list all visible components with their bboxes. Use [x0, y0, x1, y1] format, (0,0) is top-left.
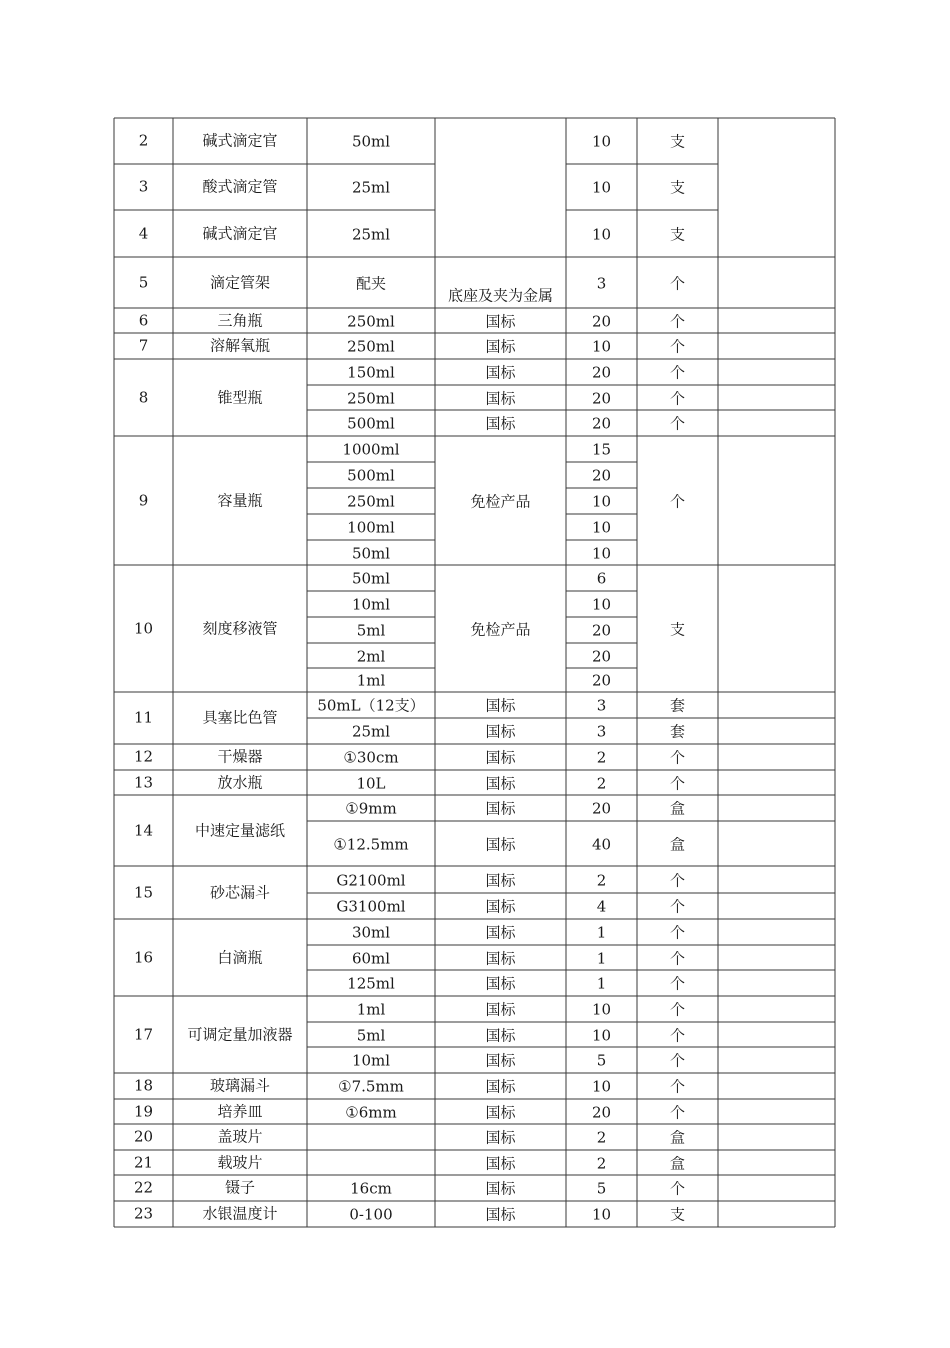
- item-name: 刻度移液管: [202, 619, 278, 637]
- spec-cell: 50ml: [351, 569, 391, 588]
- spec-cell: G2100ml: [336, 871, 406, 889]
- item-name: 酸式滴定管: [202, 177, 278, 196]
- unit-cell: 套: [669, 722, 686, 741]
- unit-cell: 个: [669, 363, 686, 382]
- unit-cell: 盒: [669, 799, 686, 818]
- standard-cell: 国标: [485, 389, 516, 407]
- quantity-cell: 15: [591, 440, 612, 459]
- row-number: 17: [133, 1025, 154, 1043]
- spec-cell: 25ml: [351, 225, 391, 243]
- unit-cell: 支: [669, 620, 686, 638]
- spec-cell: ①6mm: [345, 1103, 397, 1121]
- row-number: 4: [138, 224, 149, 242]
- standard-cell: 国标: [485, 1103, 516, 1121]
- row-number: 16: [133, 948, 154, 966]
- standard-cell: 国标: [485, 1000, 516, 1019]
- standard-cell: 国标: [485, 774, 516, 792]
- unit-cell: 个: [669, 774, 686, 792]
- spec-cell: 25ml: [351, 178, 391, 197]
- unit-cell: 个: [669, 492, 686, 510]
- quantity-cell: 20: [591, 466, 612, 485]
- item-name: 三角瓶: [217, 311, 263, 329]
- row-number: 19: [133, 1102, 154, 1120]
- item-name: 水银温度计: [202, 1204, 278, 1223]
- unit-cell: 盒: [669, 1154, 686, 1172]
- spec-cell: 10ml: [351, 1051, 391, 1070]
- spec-cell: 2ml: [356, 647, 386, 665]
- row-number: 20: [133, 1127, 154, 1146]
- standard-cell: 底座及夹为金属: [447, 286, 554, 305]
- quantity-cell: 3: [596, 696, 607, 715]
- item-name: 容量瓶: [217, 491, 263, 509]
- unit-cell: 个: [669, 748, 686, 767]
- standard-cell: 国标: [485, 799, 516, 818]
- standard-cell: 国标: [485, 1205, 516, 1224]
- quantity-cell: 10: [591, 518, 612, 537]
- standard-cell: 国标: [485, 414, 516, 433]
- unit-cell: 支: [669, 225, 686, 243]
- unit-cell: 个: [669, 414, 686, 433]
- item-name: 载玻片: [217, 1153, 263, 1171]
- item-name: 镊子: [224, 1178, 256, 1197]
- spec-cell: 250ml: [347, 389, 395, 407]
- quantity-cell: 10: [591, 595, 612, 614]
- spec-cell: 5ml: [356, 1026, 386, 1044]
- unit-cell: 个: [669, 389, 686, 407]
- unit-cell: 个: [669, 1026, 686, 1044]
- quantity-cell: 1: [596, 974, 607, 993]
- standard-cell: 国标: [485, 1077, 516, 1096]
- standard-cell: 国标: [485, 897, 516, 916]
- unit-cell: 个: [669, 897, 686, 916]
- quantity-cell: 10: [591, 1205, 612, 1224]
- spec-cell: 1ml: [356, 671, 386, 690]
- row-number: 10: [133, 619, 154, 637]
- quantity-cell: 10: [591, 544, 612, 562]
- quantity-cell: 2: [596, 774, 607, 792]
- quantity-cell: 10: [591, 337, 612, 356]
- quantity-cell: 20: [591, 363, 612, 382]
- row-number: 7: [138, 336, 149, 355]
- spec-cell: 250ml: [347, 492, 395, 511]
- spec-cell: 250ml: [347, 337, 395, 356]
- row-number: 6: [138, 311, 149, 329]
- spec-cell: 50ml: [351, 544, 391, 562]
- row-number: 11: [133, 708, 154, 727]
- standard-cell: 国标: [485, 312, 516, 330]
- spec-cell: 50ml: [351, 132, 391, 151]
- item-name: 具塞比色管: [202, 708, 278, 727]
- unit-cell: 支: [669, 178, 686, 197]
- spec-cell: 100ml: [347, 518, 395, 537]
- quantity-cell: 4: [596, 897, 607, 916]
- quantity-cell: 5: [596, 1051, 607, 1070]
- standard-cell: 国标: [485, 696, 516, 715]
- item-name: 锥型瓶: [217, 388, 263, 406]
- standard-cell: 免检产品: [470, 492, 531, 510]
- quantity-cell: 20: [591, 647, 612, 665]
- row-number: 9: [138, 491, 149, 509]
- spec-cell: G3100ml: [336, 897, 406, 916]
- item-name: 放水瓶: [217, 773, 263, 791]
- unit-cell: 个: [669, 974, 686, 993]
- spec-cell: 1000ml: [342, 440, 400, 459]
- standard-cell: 国标: [485, 1026, 516, 1044]
- unit-cell: 个: [669, 949, 686, 967]
- item-name: 白滴瓶: [217, 948, 263, 966]
- unit-cell: 个: [669, 923, 686, 942]
- unit-cell: 个: [669, 1077, 686, 1096]
- spec-cell: 25ml: [351, 722, 391, 741]
- quantity-cell: 2: [596, 1154, 607, 1172]
- spec-cell: ①9mm: [345, 799, 397, 818]
- spec-cell: 125ml: [347, 974, 395, 993]
- spec-cell: 1ml: [356, 1000, 386, 1019]
- item-name: 砂芯漏斗: [209, 883, 271, 901]
- spec-cell: 16cm: [350, 1179, 392, 1198]
- row-number: 13: [133, 773, 154, 791]
- spec-cell: ①7.5mm: [338, 1077, 404, 1096]
- item-name: 培养皿: [217, 1102, 263, 1120]
- unit-cell: 个: [669, 274, 686, 292]
- spec-cell: 10L: [356, 774, 386, 792]
- item-name: 溶解氧瓶: [209, 336, 271, 355]
- row-number: 22: [133, 1178, 154, 1197]
- quantity-cell: 6: [596, 569, 607, 588]
- spec-cell: 150ml: [347, 363, 395, 382]
- quantity-cell: 2: [596, 871, 607, 889]
- unit-cell: 个: [669, 1051, 686, 1070]
- unit-cell: 个: [669, 1103, 686, 1121]
- item-name: 可调定量加液器: [187, 1025, 293, 1043]
- row-number: 12: [133, 747, 154, 766]
- row-number: 18: [133, 1076, 154, 1095]
- item-name: 中速定量滤纸: [194, 821, 286, 839]
- unit-cell: 盒: [669, 835, 686, 853]
- row-number: 2: [138, 131, 149, 150]
- spec-cell: 配夹: [355, 274, 387, 292]
- spec-cell: ①12.5mm: [333, 835, 409, 853]
- quantity-cell: 2: [596, 1128, 607, 1147]
- quantity-cell: 10: [591, 1026, 612, 1044]
- spec-cell: 10ml: [351, 595, 391, 614]
- quantity-cell: 20: [591, 621, 612, 640]
- quantity-cell: 10: [591, 492, 612, 511]
- unit-cell: 支: [669, 132, 686, 151]
- quantity-cell: 5: [596, 1179, 607, 1198]
- quantity-cell: 3: [596, 722, 607, 741]
- item-name: 干燥器: [217, 747, 263, 766]
- standard-cell: 国标: [485, 835, 516, 853]
- quantity-cell: 10: [591, 1000, 612, 1019]
- row-number: 23: [133, 1204, 154, 1223]
- unit-cell: 个: [669, 1000, 686, 1019]
- item-name: 盖玻片: [217, 1127, 263, 1146]
- unit-cell: 个: [669, 312, 686, 330]
- row-number: 21: [133, 1153, 154, 1171]
- standard-cell: 国标: [485, 949, 516, 967]
- standard-cell: 国标: [485, 337, 516, 356]
- quantity-cell: 10: [591, 178, 612, 197]
- spec-cell: 5ml: [356, 621, 386, 640]
- standard-cell: 国标: [485, 974, 516, 993]
- unit-cell: 盒: [669, 1128, 686, 1147]
- row-number: 5: [138, 273, 149, 291]
- spec-cell: 50mL（12支）: [317, 696, 425, 715]
- spec-cell: 0-100: [349, 1205, 393, 1224]
- standard-cell: 国标: [485, 1154, 516, 1172]
- quantity-cell: 20: [591, 414, 612, 433]
- quantity-cell: 10: [591, 1077, 612, 1096]
- spec-cell: 250ml: [347, 312, 395, 330]
- standard-cell: 国标: [485, 363, 516, 382]
- standard-cell: 国标: [485, 1179, 516, 1198]
- item-name: 碱式滴定官: [202, 131, 278, 150]
- quantity-cell: 20: [591, 799, 612, 818]
- standard-cell: 国标: [485, 871, 516, 889]
- spec-cell: 30ml: [351, 923, 391, 942]
- item-name: 碱式滴定官: [202, 224, 278, 242]
- quantity-cell: 20: [591, 389, 612, 407]
- unit-cell: 个: [669, 871, 686, 889]
- row-number: 15: [133, 883, 154, 901]
- spec-cell: 500ml: [347, 414, 395, 433]
- quantity-cell: 1: [596, 949, 607, 967]
- standard-cell: 国标: [485, 748, 516, 767]
- quantity-cell: 2: [596, 748, 607, 767]
- item-name: 玻璃漏斗: [209, 1076, 271, 1095]
- unit-cell: 套: [669, 696, 686, 715]
- quantity-cell: 40: [591, 835, 612, 853]
- standard-cell: 国标: [485, 923, 516, 942]
- unit-cell: 个: [669, 1179, 686, 1198]
- spec-cell: 60ml: [351, 949, 391, 967]
- unit-cell: 支: [669, 1205, 686, 1224]
- row-number: 14: [133, 821, 154, 839]
- row-number: 3: [138, 177, 149, 196]
- quantity-cell: 10: [591, 132, 612, 151]
- spec-cell: 500ml: [347, 466, 395, 485]
- standard-cell: 国标: [485, 1051, 516, 1070]
- standard-cell: 免检产品: [470, 620, 531, 638]
- quantity-cell: 20: [591, 671, 612, 690]
- unit-cell: 个: [669, 337, 686, 356]
- standard-cell: 国标: [485, 1128, 516, 1147]
- row-number: 8: [138, 388, 149, 406]
- quantity-cell: 1: [596, 923, 607, 942]
- quantity-cell: 10: [591, 225, 612, 243]
- quantity-cell: 3: [596, 274, 607, 292]
- standard-cell: 国标: [485, 722, 516, 741]
- spec-cell: ①30cm: [343, 748, 399, 767]
- quantity-cell: 20: [591, 312, 612, 330]
- quantity-cell: 20: [591, 1103, 612, 1121]
- item-name: 滴定管架: [209, 273, 271, 291]
